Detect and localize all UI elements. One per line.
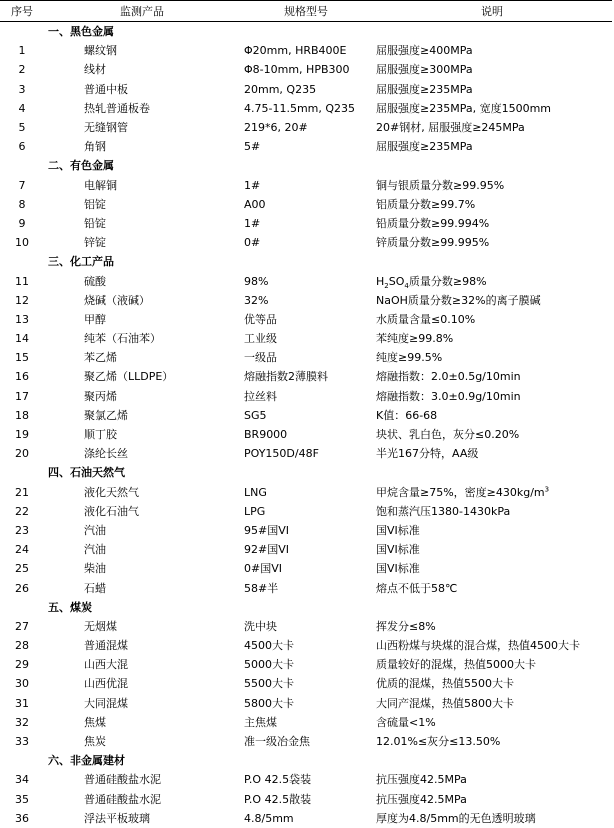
row-product: 电解铜 bbox=[84, 178, 117, 192]
table-row bbox=[0, 367, 612, 386]
row-spec: 95#国VI bbox=[244, 523, 289, 537]
row-spec: 58#半 bbox=[244, 581, 279, 595]
row-desc: 铜与银质量分数≥99.95% bbox=[376, 178, 505, 192]
table-row bbox=[0, 233, 612, 252]
row-desc bbox=[372, 156, 612, 175]
row-product: 焦炭 bbox=[84, 735, 106, 749]
row-product: 液化天然气 bbox=[84, 485, 139, 499]
row-spec: 4500大卡 bbox=[244, 639, 294, 653]
row-no: 28 bbox=[15, 639, 29, 653]
table-row bbox=[0, 502, 612, 521]
row-desc: 国VI标准 bbox=[376, 562, 420, 576]
row-spec: 4.75-11.5mm, Q235 bbox=[244, 101, 356, 115]
row-spec: A00 bbox=[244, 197, 266, 211]
row-desc: 国VI标准 bbox=[376, 543, 420, 557]
row-desc: 饱和蒸汽压1380-1430kPa bbox=[376, 504, 511, 518]
row-spec: 1# bbox=[244, 216, 261, 230]
row-product: 汽油 bbox=[84, 523, 106, 537]
row-no: 5 bbox=[18, 121, 26, 135]
row-spec: LNG bbox=[244, 485, 267, 499]
table-row bbox=[0, 790, 612, 809]
row-no: 17 bbox=[15, 389, 29, 403]
row-no: 25 bbox=[15, 562, 29, 576]
row-desc: 山西粉煤与块煤的混合煤，热值4500大卡 bbox=[376, 639, 580, 653]
row-no: 23 bbox=[15, 523, 29, 537]
row-no bbox=[0, 598, 44, 617]
row-no: 14 bbox=[15, 332, 29, 346]
formula-h: H bbox=[376, 274, 385, 288]
row-desc: 熔融指数：2.0±0.5g/10min bbox=[376, 370, 521, 384]
row-spec: 0# bbox=[244, 236, 261, 250]
row-spec: 一级品 bbox=[244, 351, 277, 365]
row-desc: 纯度≥99.5% bbox=[376, 351, 443, 365]
row-spec: 5# bbox=[244, 140, 261, 154]
row-product: 聚丙烯 bbox=[84, 389, 117, 403]
row-no: 10 bbox=[15, 236, 29, 250]
row-product: 角钢 bbox=[84, 140, 106, 154]
row-product: 无烟煤 bbox=[84, 619, 117, 633]
row-product: 大同混煤 bbox=[84, 696, 128, 710]
row-spec bbox=[240, 156, 372, 175]
table-row bbox=[0, 425, 612, 444]
row-no: 9 bbox=[18, 216, 26, 230]
row-product: 山西大混 bbox=[84, 658, 128, 672]
row-spec bbox=[240, 252, 372, 271]
table-row bbox=[0, 137, 612, 156]
table-row bbox=[0, 387, 612, 406]
row-desc: 含硫量<1% bbox=[376, 715, 436, 729]
table-row bbox=[0, 41, 612, 60]
row-product: 甲醇 bbox=[84, 312, 106, 326]
row-spec: BR9000 bbox=[244, 428, 288, 442]
row-no: 15 bbox=[15, 351, 29, 365]
table-row bbox=[0, 60, 612, 79]
category-row bbox=[0, 751, 612, 770]
table-row bbox=[0, 674, 612, 693]
row-spec: 1# bbox=[244, 178, 261, 192]
table-row bbox=[0, 559, 612, 578]
row-product: 聚氯乙烯 bbox=[84, 408, 128, 422]
row-product: 顺丁胶 bbox=[84, 428, 117, 442]
formula-so: SO bbox=[388, 274, 405, 288]
table-row bbox=[0, 176, 612, 195]
row-no bbox=[0, 751, 44, 770]
row-spec bbox=[240, 463, 372, 482]
row-product: 石蜡 bbox=[84, 581, 106, 595]
table-row bbox=[0, 713, 612, 732]
category-title: 六、非金属建材 bbox=[48, 754, 125, 768]
row-no: 12 bbox=[15, 293, 29, 307]
desc-text: 甲烷含量≥75%，密度≥430kg/m bbox=[376, 485, 545, 499]
row-desc bbox=[372, 483, 612, 502]
category-row bbox=[0, 156, 612, 175]
row-desc bbox=[372, 22, 612, 42]
row-no: 35 bbox=[15, 792, 29, 806]
row-product: 无缝钢管 bbox=[84, 121, 128, 135]
table-row bbox=[0, 214, 612, 233]
row-desc: 锌质量分数≥99.995% bbox=[376, 236, 490, 250]
category-title: 二、有色金属 bbox=[48, 159, 114, 173]
row-no: 8 bbox=[18, 197, 26, 211]
row-desc: 半光167分特，AA级 bbox=[376, 447, 479, 461]
row-product: 普通硅酸盐水泥 bbox=[84, 792, 161, 806]
row-no: 36 bbox=[15, 811, 29, 825]
row-desc: 屈服强度≥300MPa bbox=[376, 63, 473, 77]
row-no: 24 bbox=[15, 543, 29, 557]
row-no: 1 bbox=[18, 44, 26, 58]
table-row bbox=[0, 655, 612, 674]
row-desc bbox=[372, 252, 612, 271]
table-row bbox=[0, 291, 612, 310]
row-desc: 挥发分≤8% bbox=[376, 619, 436, 633]
row-product: 热轧普通板卷 bbox=[84, 101, 150, 115]
table-row bbox=[0, 809, 612, 828]
row-no bbox=[0, 22, 44, 42]
row-no bbox=[0, 156, 44, 175]
desc-text: 质量分数≥98% bbox=[408, 274, 487, 288]
table-row bbox=[0, 694, 612, 713]
row-desc: 国VI标准 bbox=[376, 523, 420, 537]
table-row bbox=[0, 483, 612, 502]
row-no: 11 bbox=[15, 274, 29, 288]
table-row bbox=[0, 195, 612, 214]
row-product: 聚乙烯（LLDPE） bbox=[84, 370, 174, 384]
row-no: 30 bbox=[15, 677, 29, 691]
row-product: 铝锭 bbox=[84, 197, 106, 211]
row-product: 焦煤 bbox=[84, 715, 106, 729]
row-product: 山西优混 bbox=[84, 677, 128, 691]
table-row bbox=[0, 271, 612, 290]
category-title: 三、化工产品 bbox=[48, 255, 114, 269]
formula-sub-2: 4 bbox=[404, 281, 409, 290]
table-row bbox=[0, 540, 612, 559]
table-row bbox=[0, 406, 612, 425]
row-product: 线材 bbox=[84, 63, 106, 77]
row-spec: LPG bbox=[244, 504, 266, 518]
row-spec: 98% bbox=[244, 274, 269, 288]
header-desc: 说明 bbox=[372, 1, 612, 22]
row-product: 螺纹钢 bbox=[84, 44, 117, 58]
row-desc bbox=[372, 751, 612, 770]
header-spec: 规格型号 bbox=[240, 1, 372, 22]
row-desc: 抗压强度42.5MPa bbox=[376, 792, 467, 806]
table-row bbox=[0, 521, 612, 540]
row-spec: 工业级 bbox=[244, 332, 277, 346]
row-spec bbox=[240, 751, 372, 770]
row-no bbox=[0, 463, 44, 482]
row-no: 29 bbox=[15, 658, 29, 672]
category-title: 一、黑色金属 bbox=[48, 25, 114, 39]
row-desc: 屈服强度≥235MPa, 宽度1500mm bbox=[376, 101, 552, 115]
row-product: 柴油 bbox=[84, 562, 106, 576]
row-desc: 块状、乳白色，灰分≤0.20% bbox=[376, 428, 520, 442]
row-product: 浮法平板玻璃 bbox=[84, 811, 150, 825]
table-row bbox=[0, 578, 612, 597]
table-row bbox=[0, 99, 612, 118]
header-product: 监测产品 bbox=[44, 1, 240, 22]
row-spec: 219*6, 20# bbox=[244, 121, 308, 135]
row-product: 汽油 bbox=[84, 543, 106, 557]
table-row bbox=[0, 636, 612, 655]
category-row bbox=[0, 463, 612, 482]
row-desc: 优质的混煤，热值5500大卡 bbox=[376, 677, 514, 691]
row-spec: 熔融指数2薄膜料 bbox=[244, 370, 328, 384]
row-spec: 主焦煤 bbox=[244, 715, 277, 729]
row-desc: 水质量含量≤0.10% bbox=[376, 312, 476, 326]
row-product: 普通硅酸盐水泥 bbox=[84, 773, 161, 787]
row-spec: Φ20mm, HRB400E bbox=[244, 44, 347, 58]
row-spec: 洗中块 bbox=[244, 619, 277, 633]
row-desc: 厚度为4.8/5mm的无色透明玻璃 bbox=[376, 811, 536, 825]
row-desc bbox=[372, 598, 612, 617]
row-product: 液化石油气 bbox=[84, 504, 139, 518]
row-no: 6 bbox=[18, 140, 26, 154]
table-row bbox=[0, 118, 612, 137]
row-no: 26 bbox=[15, 581, 29, 595]
row-desc: 抗压强度42.5MPa bbox=[376, 773, 467, 787]
row-product: 烧碱（液碱） bbox=[84, 293, 150, 307]
row-no: 31 bbox=[15, 696, 29, 710]
row-product: 普通中板 bbox=[84, 82, 128, 96]
row-spec: POY150D/48F bbox=[244, 447, 319, 461]
row-desc bbox=[372, 463, 612, 482]
row-spec: 4.8/5mm bbox=[244, 811, 294, 825]
row-product: 涤纶长丝 bbox=[84, 447, 128, 461]
row-no: 19 bbox=[15, 428, 29, 442]
row-product: 锌锭 bbox=[84, 236, 106, 250]
table-body bbox=[0, 22, 612, 828]
row-spec: P.O 42.5袋装 bbox=[244, 773, 312, 787]
row-no: 34 bbox=[15, 773, 29, 787]
table-row bbox=[0, 732, 612, 751]
row-product: 纯苯（石油苯） bbox=[84, 332, 161, 346]
row-product: 普通混煤 bbox=[84, 639, 128, 653]
row-spec bbox=[240, 598, 372, 617]
unit-superscript: 3 bbox=[544, 484, 550, 493]
row-spec: 5800大卡 bbox=[244, 696, 294, 710]
category-row bbox=[0, 252, 612, 271]
row-desc: K值：66-68 bbox=[376, 408, 438, 422]
row-spec: Φ8-10mm, HPB300 bbox=[244, 63, 350, 77]
table-row bbox=[0, 80, 612, 99]
row-spec: SG5 bbox=[244, 408, 267, 422]
row-no: 21 bbox=[15, 485, 29, 499]
row-no: 7 bbox=[18, 178, 26, 192]
row-no: 32 bbox=[15, 715, 29, 729]
row-no: 18 bbox=[15, 408, 29, 422]
row-desc: 屈服强度≥400MPa bbox=[376, 44, 473, 58]
category-title: 五、煤炭 bbox=[48, 600, 92, 614]
category-row bbox=[0, 22, 612, 42]
row-desc: 20#钢材, 屈服强度≥245MPa bbox=[376, 121, 525, 135]
row-spec: P.O 42.5散装 bbox=[244, 792, 312, 806]
row-desc bbox=[372, 271, 612, 290]
table-row bbox=[0, 329, 612, 348]
row-desc: 苯纯度≥99.8% bbox=[376, 332, 454, 346]
row-no: 2 bbox=[18, 63, 26, 77]
table-header-row bbox=[0, 1, 612, 22]
row-no: 16 bbox=[15, 370, 29, 384]
row-no bbox=[0, 252, 44, 271]
row-desc: 铅质量分数≥99.994% bbox=[376, 216, 490, 230]
row-spec: 92#国VI bbox=[244, 543, 289, 557]
row-spec: 32% bbox=[244, 293, 269, 307]
row-spec: 20mm, Q235 bbox=[244, 82, 317, 96]
row-no: 20 bbox=[15, 447, 29, 461]
row-spec: 准一级冶金焦 bbox=[244, 735, 310, 749]
row-no: 27 bbox=[15, 619, 29, 633]
row-no: 22 bbox=[15, 504, 29, 518]
table-row bbox=[0, 348, 612, 367]
row-no: 4 bbox=[18, 101, 26, 115]
category-title: 四、石油天然气 bbox=[48, 466, 125, 480]
row-product: 铅锭 bbox=[84, 216, 106, 230]
row-no: 13 bbox=[15, 312, 29, 326]
row-spec: 优等品 bbox=[244, 312, 277, 326]
row-desc: 铝质量分数≥99.7% bbox=[376, 197, 476, 211]
row-desc: NaOH质量分数≥32%的离子膜碱 bbox=[376, 293, 541, 307]
row-product: 硫酸 bbox=[84, 274, 106, 288]
row-desc: 屈服强度≥235MPa bbox=[376, 140, 473, 154]
table-row bbox=[0, 310, 612, 329]
formula-sub-1: 2 bbox=[384, 281, 389, 290]
row-desc: 熔点不低于58℃ bbox=[376, 581, 458, 595]
row-spec bbox=[240, 22, 372, 42]
row-desc: 屈服强度≥235MPa bbox=[376, 82, 473, 96]
table-row bbox=[0, 617, 612, 636]
row-desc: 12.01%≤灰分≤13.50% bbox=[376, 735, 501, 749]
row-desc: 大同产混煤，热值5800大卡 bbox=[376, 696, 514, 710]
row-no: 33 bbox=[15, 735, 29, 749]
row-desc: 质量较好的混煤，热值5000大卡 bbox=[376, 658, 536, 672]
table-row bbox=[0, 770, 612, 789]
row-spec: 5000大卡 bbox=[244, 658, 294, 672]
row-spec: 拉丝料 bbox=[244, 389, 277, 403]
row-product: 苯乙烯 bbox=[84, 351, 117, 365]
row-no: 3 bbox=[18, 82, 26, 96]
row-desc: 熔融指数：3.0±0.9g/10min bbox=[376, 389, 521, 403]
row-spec: 0#国VI bbox=[244, 562, 282, 576]
header-no: 序号 bbox=[0, 1, 44, 22]
row-spec: 5500大卡 bbox=[244, 677, 294, 691]
table-row bbox=[0, 444, 612, 463]
category-row bbox=[0, 598, 612, 617]
